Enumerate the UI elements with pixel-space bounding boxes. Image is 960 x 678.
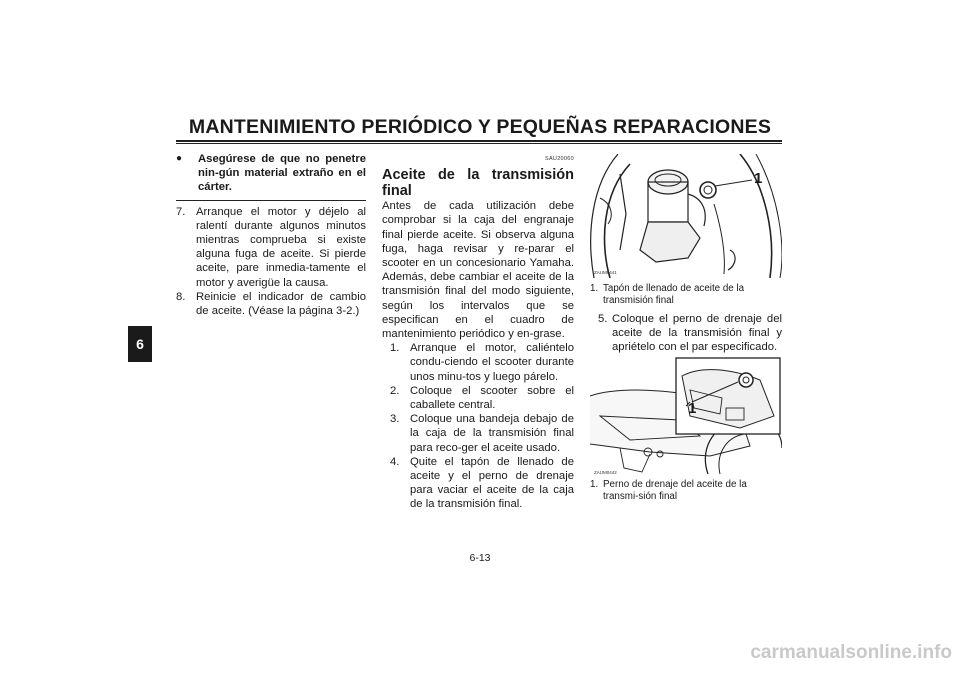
caption-number: 1. xyxy=(590,479,599,490)
bullet-icon: ● xyxy=(176,153,183,164)
chapter-tab: 6 xyxy=(128,326,152,362)
figure-caption xyxy=(590,283,782,307)
list-item xyxy=(590,312,782,355)
drain-bolt-illustration xyxy=(590,356,782,476)
step-text: Arranque el motor, caliéntelo condu-ciendo el scooter durante unos minu-tos y luego párelo. xyxy=(410,342,574,383)
step-text: Coloque el scooter sobre el caballete central. xyxy=(410,384,574,412)
step-text: Coloque una bandeja debajo de la caja de la transmisión final para reco-ger el aceite usado. xyxy=(410,413,574,454)
step-text: Reinicie el indicador de cambio de aceite. (Véase la página 3-2.) xyxy=(196,290,366,318)
page-number: 6-13 xyxy=(469,552,491,564)
middle-steps xyxy=(382,341,574,511)
figure-callout-label: 1 xyxy=(754,170,763,187)
warning-note xyxy=(176,152,366,195)
list-item xyxy=(382,384,574,412)
warning-divider xyxy=(176,200,366,201)
figure-callout-label: 1 xyxy=(688,400,697,417)
step-number: 4. xyxy=(390,455,400,468)
list-item xyxy=(382,341,574,384)
figure-code: ZAUM0441 xyxy=(594,270,617,275)
list-item xyxy=(176,205,366,290)
caption-number: 1. xyxy=(590,283,599,294)
section-intro: Antes de cada utilización debe comprobar si la caja del engranaje final pierde aceite. Si observa alguna fuga, haga revisar y re-parar el scooter en un concesionario Yamaha. Además, debe cambiar el aceite de la transmisión final del modo siguiente, según los intervalos que se especifican en el cuadro de mantenimiento periódico y en-grase. xyxy=(382,200,574,341)
title-rule xyxy=(176,140,782,142)
step-number: 3. xyxy=(390,413,400,426)
step-number: 1. xyxy=(390,342,400,355)
figure-code: ZAUM0442 xyxy=(594,470,617,475)
page-title: MANTENIMIENTO PERIÓDICO Y PEQUEÑAS REPARACIONES xyxy=(188,116,772,138)
caption-text: Perno de drenaje del aceite de la transmi-sión final xyxy=(603,479,747,502)
left-steps xyxy=(176,205,366,319)
step-number: 7. xyxy=(176,205,186,218)
section-heading: Aceite de la transmisión final xyxy=(382,167,574,200)
step-text: Coloque el perno de drenaje del aceite de la transmisión final y apriételo con el par especificado. xyxy=(612,313,782,354)
figure-drain-bolt xyxy=(590,356,782,481)
list-item xyxy=(176,290,366,318)
caption-item xyxy=(590,479,782,503)
warning-text: Asegúrese de que no penetre nin-gún material extraño en el cárter. xyxy=(198,153,366,194)
figure-caption xyxy=(590,479,782,503)
site-watermark: carmanualsonline.info xyxy=(750,642,952,663)
step-number: 5. xyxy=(598,313,608,325)
section-code: SAU20060 xyxy=(544,156,574,162)
caption-text: Tapón de llenado de aceite de la transmisión final xyxy=(603,283,745,306)
list-item xyxy=(382,455,574,512)
right-steps xyxy=(590,312,782,355)
step-number: 8. xyxy=(176,290,186,303)
title-rule-thin xyxy=(176,143,782,144)
figure-oil-filler-cap xyxy=(590,154,782,278)
step-text: Arranque el motor y déjelo al ralentí durante algunos minutos mientras comprueba si existe alguna fuga de aceite. Si pierde aceite, pare inmedia-tamente el motor y averigüe la causa. xyxy=(196,205,366,289)
middle-column xyxy=(382,152,574,512)
step-text: Quite el tapón de llenado de aceite y el perno de drenaje para vaciar el aceite de la caja de la transmisión final. xyxy=(410,455,574,511)
list-item xyxy=(382,412,574,455)
step-number: 2. xyxy=(390,384,400,397)
caption-item xyxy=(590,283,782,307)
left-column xyxy=(176,152,366,318)
